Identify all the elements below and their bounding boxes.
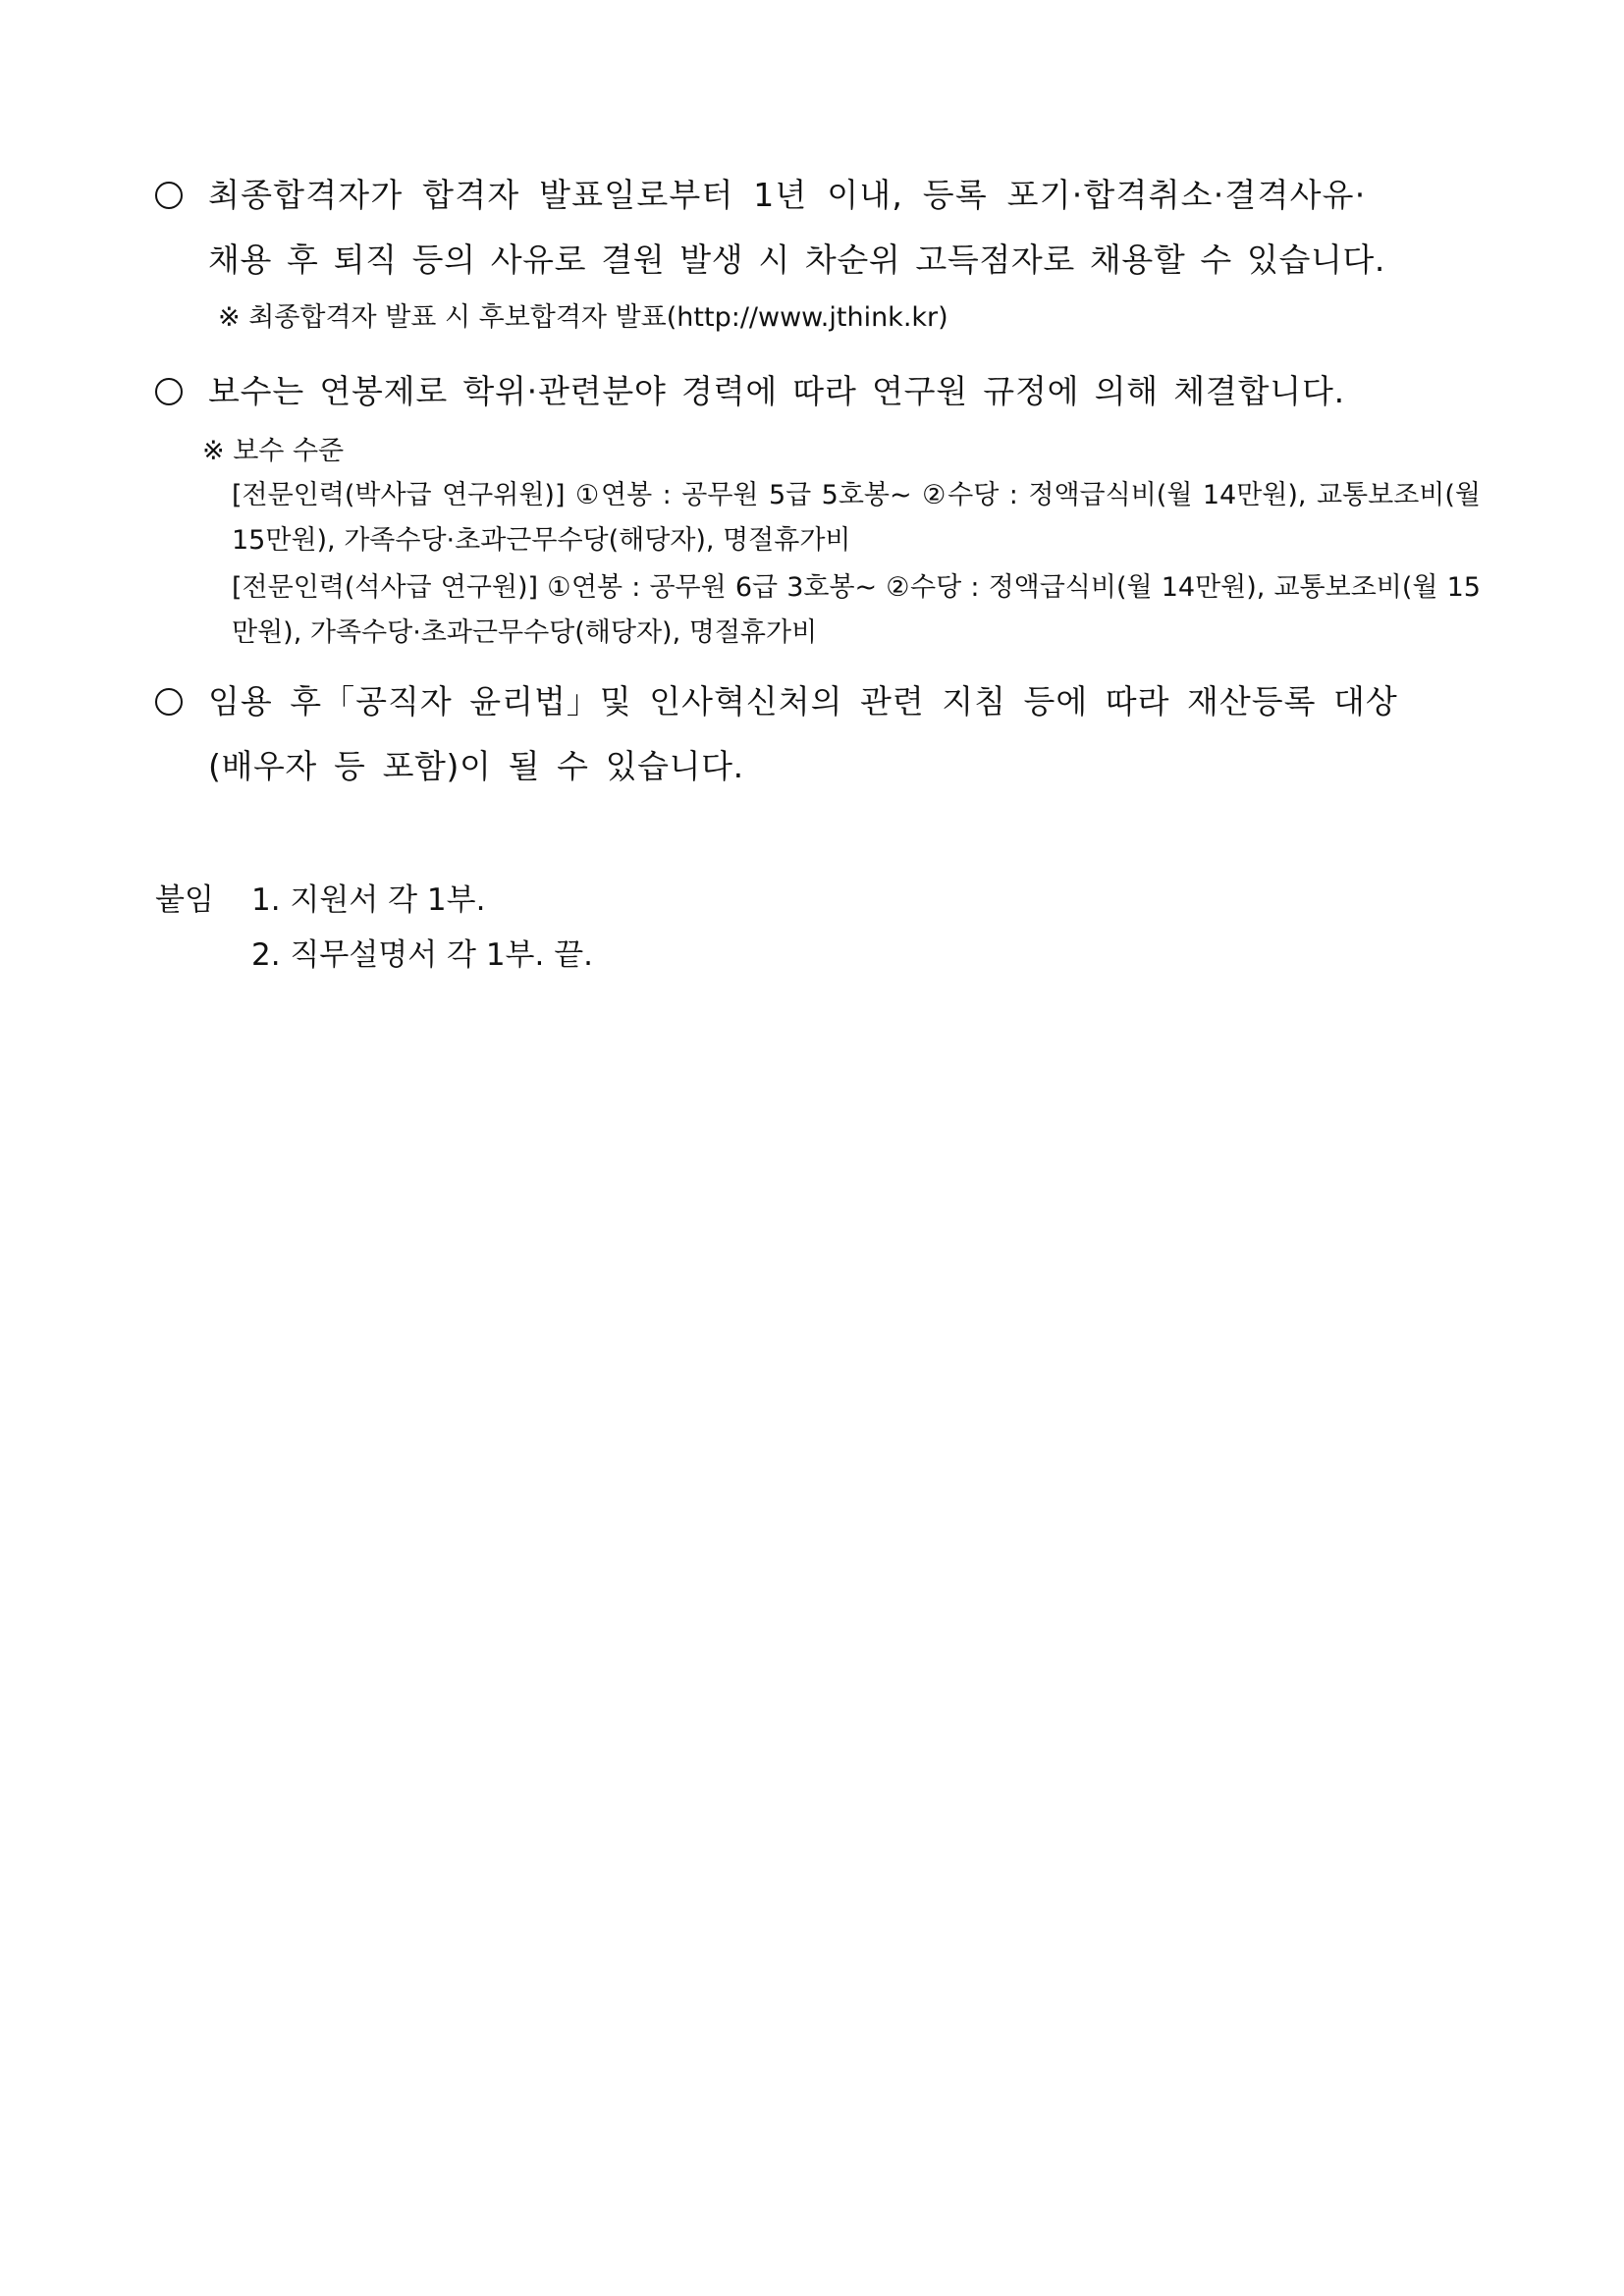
attachment-item: 1. 지원서 각 1부. bbox=[251, 882, 486, 918]
salary-detail-masters: [전문인력(석사급 연구원)] ①연봉 : 공무원 6급 3호봉~ ②수당 : 정액급식비(월 14만원), 교통보조비(월 15만원), 가족수당·초과근무수당(해당자), 명절휴가비 bbox=[232, 572, 1481, 648]
circle-bullet-icon bbox=[155, 182, 183, 209]
attachments-section bbox=[0, 874, 1624, 991]
salary-detail-phd: [전문인력(박사급 연구위원)] ①연봉 : 공무원 5급 5호봉~ ②수당 : 정액급식비(월 14만원), 교통보조비(월 15만원), 가족수당·초과근무수당(해당자), 명절휴가비 bbox=[232, 480, 1481, 556]
paragraph-recruitment-reserve bbox=[155, 163, 1481, 293]
attachments-label: 붙임 bbox=[155, 882, 214, 918]
paragraph-line: 보수는 연봉제로 학위·관련분야 경력에 따라 연구원 규정에 의해 체결합니다. bbox=[208, 372, 1345, 410]
paragraph-line: (배우자 등 포함)이 될 수 있습니다. bbox=[208, 747, 744, 785]
paragraph-property-registration bbox=[155, 669, 1481, 799]
paragraph-line: 임용 후「공직자 윤리법」및 인사혁신처의 관련 지침 등에 따라 재산등록 대상 bbox=[208, 682, 1398, 721]
circle-bullet-icon bbox=[155, 688, 183, 716]
paragraph-line: 채용 후 퇴직 등의 사유로 결원 발생 시 차순위 고득점자로 채용할 수 있습니다. bbox=[208, 240, 1385, 279]
paragraph-line: 최종합격자가 합격자 발표일로부터 1년 이내, 등록 포기·합격취소·결격사유· bbox=[208, 176, 1367, 214]
note-reserve-announcement: ※ 최종합격자 발표 시 후보합격자 발표(http://www.jthink.kr) bbox=[218, 302, 948, 333]
attachment-item: 2. 직무설명서 각 1부. 끝. bbox=[251, 937, 593, 973]
circle-bullet-icon bbox=[155, 378, 183, 405]
paragraph-salary bbox=[155, 359, 1481, 424]
note-salary-title: ※ 보수 수준 bbox=[202, 436, 345, 466]
